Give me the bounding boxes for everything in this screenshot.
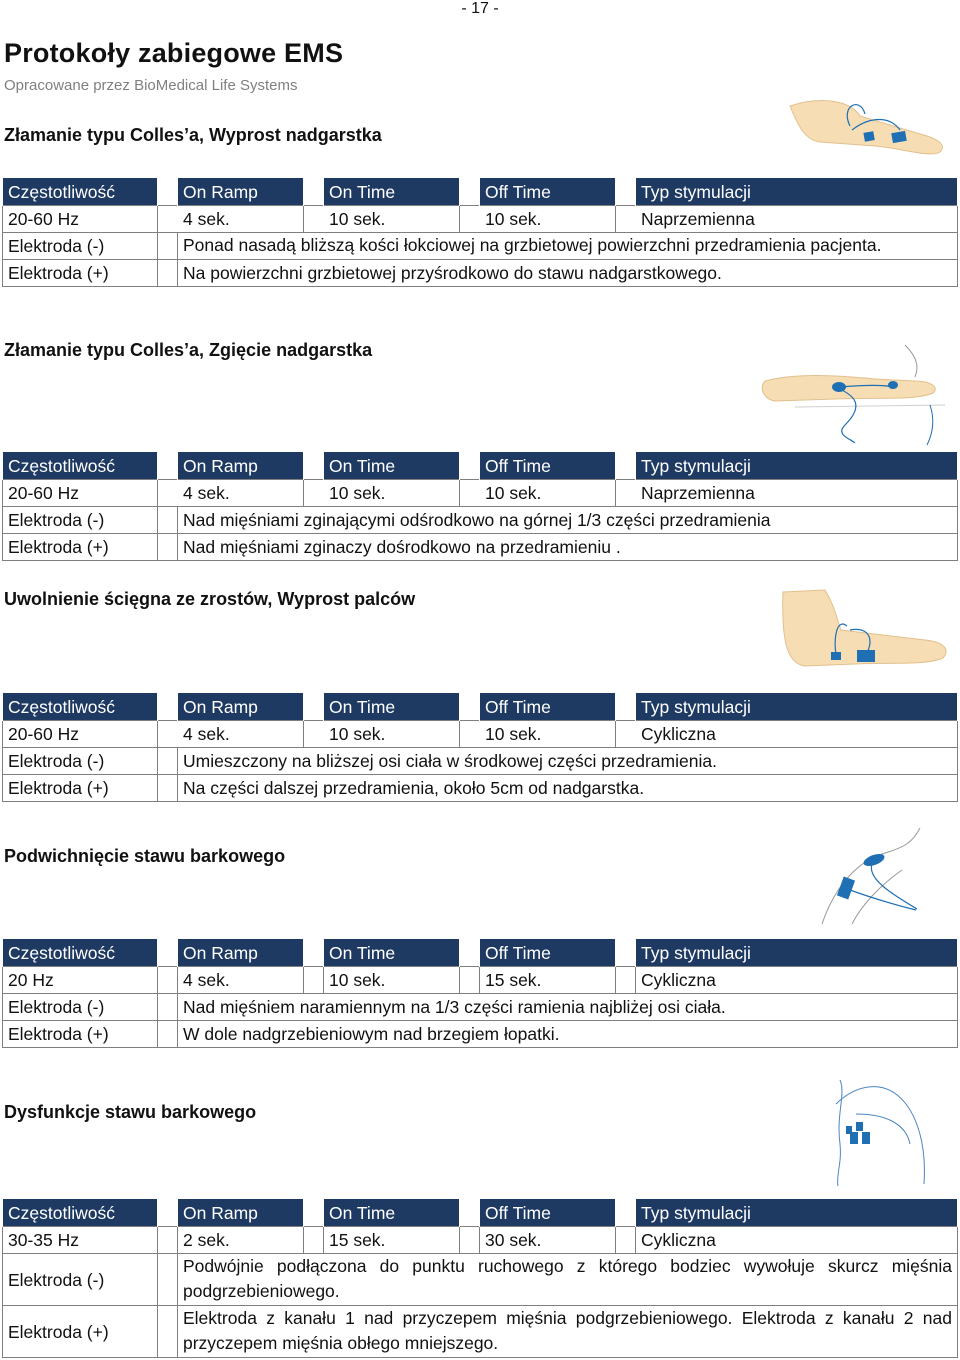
off-time-value: 15 sek. bbox=[480, 967, 616, 994]
header-frequency: Częstotliwość bbox=[3, 452, 158, 480]
page-number: - 17 - bbox=[461, 0, 499, 17]
electrode-negative-label: Elektroda (-) bbox=[3, 233, 158, 260]
electrode-positive-label: Elektroda (+) bbox=[3, 1306, 158, 1358]
electrode-negative-placement: Nad mięśniem naramiennym na 1/3 części ramienia najbliżej osi ciała. bbox=[178, 994, 958, 1021]
finger-extension-icon bbox=[775, 586, 955, 678]
electrode-positive-placement: Na części dalszej przedramienia, około 5cm od nadgarstka. bbox=[178, 775, 958, 802]
on-time-value: 10 sek. bbox=[304, 721, 460, 748]
electrode-positive-label: Elektroda (+) bbox=[3, 534, 158, 561]
frequency-value: 20 Hz bbox=[3, 967, 158, 994]
stimulation-type-value: Naprzemienna bbox=[616, 206, 958, 233]
shoulder-subluxation-icon bbox=[812, 824, 942, 934]
section-title: Podwichnięcie stawu barkowego bbox=[4, 846, 286, 866]
off-time-value: 10 sek. bbox=[460, 206, 616, 233]
frequency-value: 20-60 Hz bbox=[3, 480, 158, 507]
header-off-time: Off Time bbox=[480, 939, 616, 967]
on-ramp-value: 4 sek. bbox=[158, 206, 304, 233]
header-on-time: On Time bbox=[324, 939, 460, 967]
on-time-value: 10 sek. bbox=[324, 967, 460, 994]
header-on-time: On Time bbox=[324, 452, 460, 480]
header-on-time: On Time bbox=[324, 1199, 460, 1227]
on-time-value: 10 sek. bbox=[304, 480, 460, 507]
header-frequency: Częstotliwość bbox=[3, 939, 158, 967]
electrode-negative-placement: Ponad nasadą bliższą kości łokciowej na grzbietowej powierzchni przedramienia pacjenta. bbox=[178, 233, 958, 260]
section-title: Złamanie typu Colles’a, Wyprost nadgarstka bbox=[4, 125, 382, 145]
header-stimulation-type: Typ stymulacji bbox=[636, 1199, 958, 1227]
electrode-negative-placement: Umieszczony na bliższej osi ciała w środkowej części przedramienia. bbox=[178, 748, 958, 775]
electrode-positive-label: Elektroda (+) bbox=[3, 1021, 158, 1048]
protocol-table bbox=[2, 1199, 958, 1358]
header-stimulation-type: Typ stymulacji bbox=[636, 178, 958, 206]
on-ramp-value: 4 sek. bbox=[178, 967, 304, 994]
header-frequency: Częstotliwość bbox=[3, 693, 158, 721]
stimulation-type-value: Cykliczna bbox=[636, 1227, 958, 1254]
on-time-value: 15 sek. bbox=[324, 1227, 460, 1254]
header-on-ramp: On Ramp bbox=[178, 693, 304, 721]
electrode-positive-placement: Na powierzchni grzbietowej przyśrodkowo do stawu nadgarstkowego. bbox=[178, 260, 958, 287]
electrode-negative-label: Elektroda (-) bbox=[3, 994, 158, 1021]
header-off-time: Off Time bbox=[480, 178, 616, 206]
frequency-value: 20-60 Hz bbox=[3, 721, 158, 748]
header-on-ramp: On Ramp bbox=[178, 452, 304, 480]
stimulation-type-value: Naprzemienna bbox=[616, 480, 958, 507]
on-ramp-value: 4 sek. bbox=[158, 480, 304, 507]
electrode-positive-label: Elektroda (+) bbox=[3, 260, 158, 287]
header-stimulation-type: Typ stymulacji bbox=[636, 693, 958, 721]
forearm-extension-icon bbox=[780, 86, 950, 172]
forearm-flexion-icon bbox=[755, 335, 955, 447]
frequency-value: 30-35 Hz bbox=[3, 1227, 158, 1254]
frequency-value: 20-60 Hz bbox=[3, 206, 158, 233]
electrode-negative-label: Elektroda (-) bbox=[3, 748, 158, 775]
off-time-value: 30 sek. bbox=[480, 1227, 616, 1254]
protocol-table bbox=[2, 939, 958, 1048]
electrode-positive-placement: W dole nadgrzebieniowym nad brzegiem łopatki. bbox=[178, 1021, 958, 1048]
off-time-value: 10 sek. bbox=[460, 480, 616, 507]
shoulder-back-icon bbox=[826, 1074, 936, 1190]
electrode-positive-label: Elektroda (+) bbox=[3, 775, 158, 802]
electrode-negative-placement: Podwójnie podłączona do punktu ruchowego z którego bodziec wywołuje skurcz mięśnia podgrzebieniowego. bbox=[178, 1254, 958, 1306]
electrode-positive-placement: Nad mięśniami zginaczy dośrodkowo na przedramieniu . bbox=[178, 534, 958, 561]
document-title: Protokoły zabiegowe EMS bbox=[4, 38, 344, 68]
section-title: Złamanie typu Colles’a, Zgięcie nadgarstka bbox=[4, 340, 373, 360]
electrode-negative-label: Elektroda (-) bbox=[3, 1254, 158, 1306]
electrode-negative-label: Elektroda (-) bbox=[3, 507, 158, 534]
protocol-table bbox=[2, 693, 958, 802]
header-on-time: On Time bbox=[324, 693, 460, 721]
section-title: Uwolnienie ścięgna ze zrostów, Wyprost palców bbox=[4, 589, 416, 609]
protocol-table bbox=[2, 452, 958, 561]
header-stimulation-type: Typ stymulacji bbox=[636, 452, 958, 480]
header-frequency: Częstotliwość bbox=[3, 178, 158, 206]
header-on-ramp: On Ramp bbox=[178, 939, 304, 967]
header-off-time: Off Time bbox=[480, 693, 616, 721]
stimulation-type-value: Cykliczna bbox=[616, 721, 958, 748]
header-frequency: Częstotliwość bbox=[3, 1199, 158, 1227]
header-off-time: Off Time bbox=[480, 1199, 616, 1227]
electrode-negative-placement: Nad mięśniami zginającymi odśrodkowo na górnej 1/3 części przedramienia bbox=[178, 507, 958, 534]
protocol-table bbox=[2, 178, 958, 287]
stimulation-type-value: Cykliczna bbox=[636, 967, 958, 994]
header-on-ramp: On Ramp bbox=[178, 1199, 304, 1227]
header-on-time: On Time bbox=[324, 178, 460, 206]
header-off-time: Off Time bbox=[480, 452, 616, 480]
on-time-value: 10 sek. bbox=[304, 206, 460, 233]
off-time-value: 10 sek. bbox=[460, 721, 616, 748]
header-stimulation-type: Typ stymulacji bbox=[636, 939, 958, 967]
header-on-ramp: On Ramp bbox=[178, 178, 304, 206]
section-title: Dysfunkcje stawu barkowego bbox=[4, 1102, 257, 1122]
on-ramp-value: 2 sek. bbox=[178, 1227, 304, 1254]
document-subtitle: Opracowane przez BioMedical Life Systems bbox=[4, 77, 298, 94]
on-ramp-value: 4 sek. bbox=[158, 721, 304, 748]
electrode-positive-placement: Elektroda z kanału 1 nad przyczepem mięśnia podgrzebieniowego. Elektroda z kanału 2 nad przyczepem mięśnia obłego mniejszego. bbox=[178, 1306, 958, 1358]
